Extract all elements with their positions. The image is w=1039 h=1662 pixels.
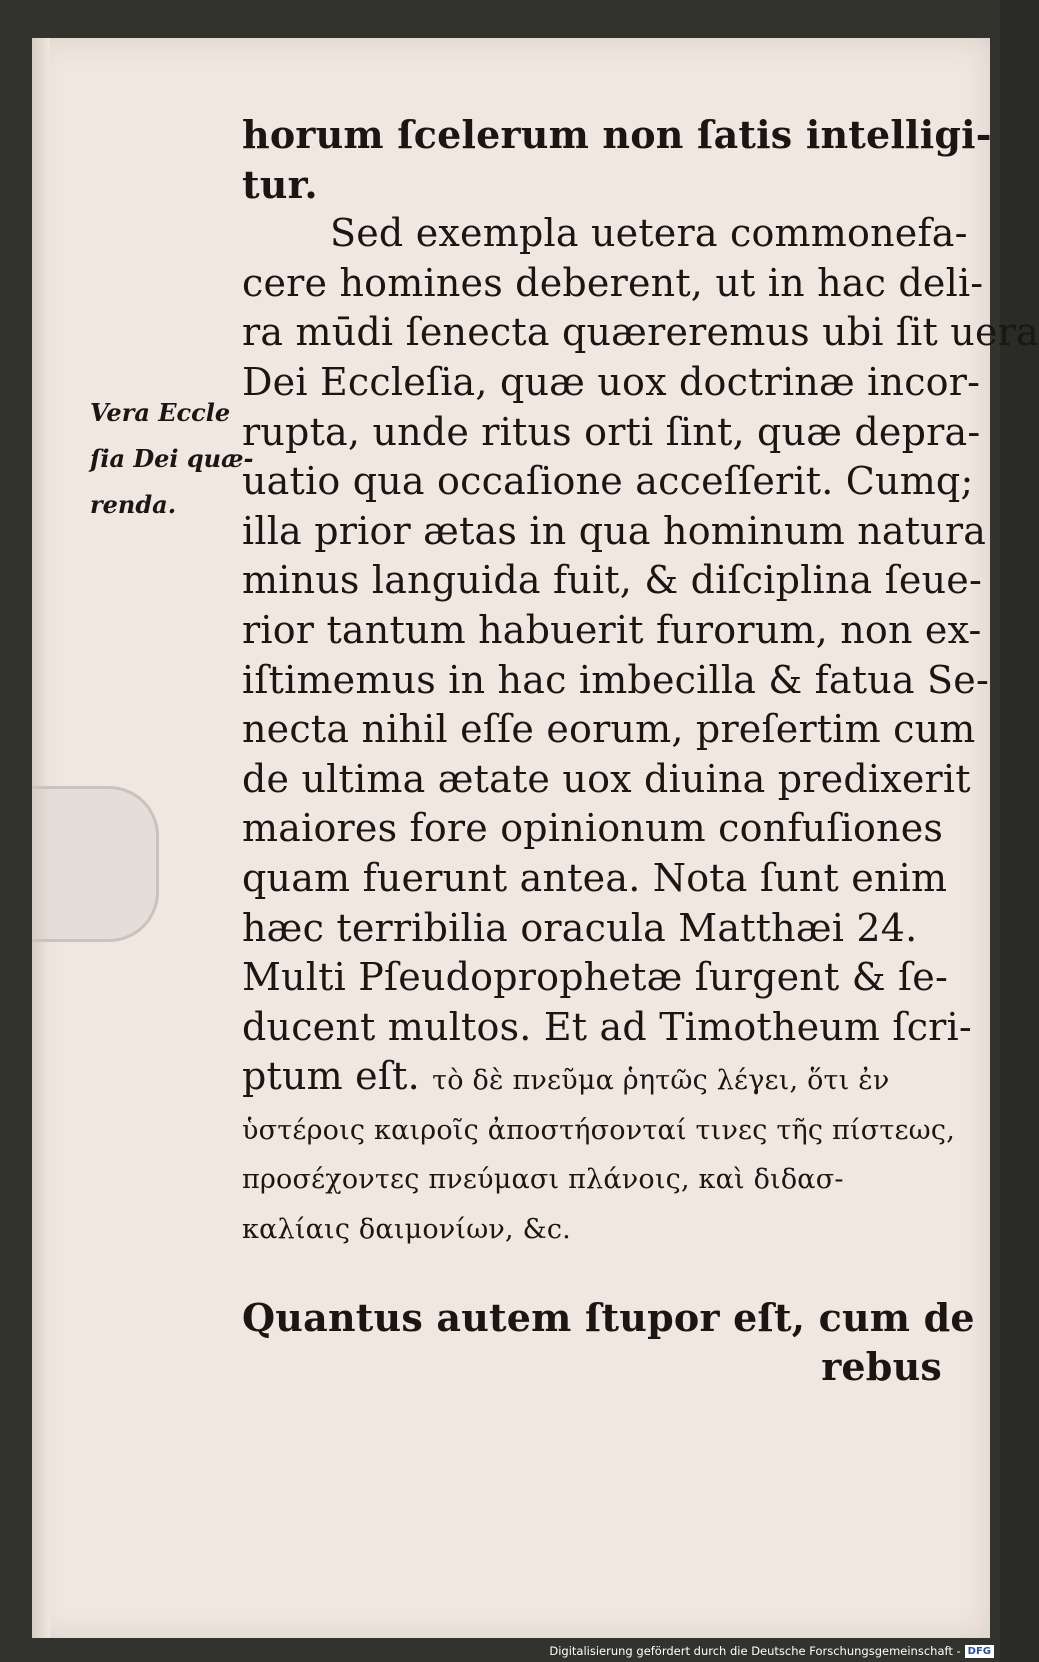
text-line: minus languida fuit, & diſciplina ſeue- — [242, 558, 983, 603]
text-line: quam fuerunt antea. Nota ſunt enim — [242, 855, 948, 900]
text-line: ducent multos. Et ad Timotheum ſcri- — [242, 1004, 972, 1049]
text-line: uatio qua occaſione acceſſerit. Cumq; — [242, 459, 974, 504]
text-line: hæc terribilia oracula Matthæi 24. — [242, 905, 918, 950]
catchword: rebus — [821, 1344, 942, 1390]
margin-note — [90, 390, 260, 528]
text-line: Multi Pſeudoprophetæ ſurgent & ſe- — [242, 955, 948, 1000]
text-line: maiores fore opinionum confuſiones — [242, 806, 944, 851]
greek-quote: τὸ δὲ πνεῦμα ῥητῶς λέγει, ὅτι ἐν — [432, 1065, 890, 1097]
footer-text: Digitalisierung gefördert durch die Deutsche Forschungsgemeinschaft - — [549, 1644, 961, 1658]
text-line: de ultima ætate uox diuina predixerit — [242, 756, 971, 801]
text-line: iſtimemus in hac imbecilla & fatua Se- — [242, 657, 989, 702]
text-line-with-greek — [242, 1052, 942, 1106]
text-line: tur. — [242, 161, 318, 207]
text-line: rupta, unde ritus orti ſint, quæ depra- — [242, 409, 981, 454]
footer-credit — [549, 1642, 994, 1660]
text-line: horum ſcelerum non ſatis intelligi- — [242, 112, 992, 157]
text-line: Dei Eccleſia, quæ uox doctrinæ incor- — [242, 359, 981, 404]
text-line: Sed exempla uetera commonefa- — [330, 211, 968, 256]
dfg-logo: DFG — [965, 1645, 994, 1658]
text-line: necta nihil eſſe eorum, preſertim cum — [242, 707, 976, 752]
margin-note-line: renda. — [90, 490, 177, 519]
text-line: cere homines deberent, ut in hac deli- — [242, 260, 984, 305]
text-line: ra mūdi ſenecta quæreremus ubi ſit uera — [242, 310, 1039, 355]
greek-line: προσέχοντες πνεύμασι πλάνοις, καὶ διδασ- — [242, 1164, 844, 1196]
text-line: Quantus autem ſtupor eſt, cum de — [242, 1294, 975, 1340]
text-line: rior tantum habuerit furorum, non ex- — [242, 607, 982, 652]
text-line: ptum eſt. — [242, 1054, 420, 1099]
greek-line: ὑστέροις καιροῖς ἀποστήσονταί τινες τῆς πίστεως, — [242, 1114, 955, 1146]
margin-note-line: Vera Eccle — [90, 398, 231, 427]
margin-note-line: ſia Dei quæ- — [90, 444, 254, 473]
main-text-block — [242, 110, 1039, 1392]
page-clip — [32, 786, 159, 942]
text-line: illa prior ætas in qua hominum natura — [242, 508, 987, 553]
greek-line: καλίαις δαιμονίων, &c. — [242, 1214, 571, 1246]
